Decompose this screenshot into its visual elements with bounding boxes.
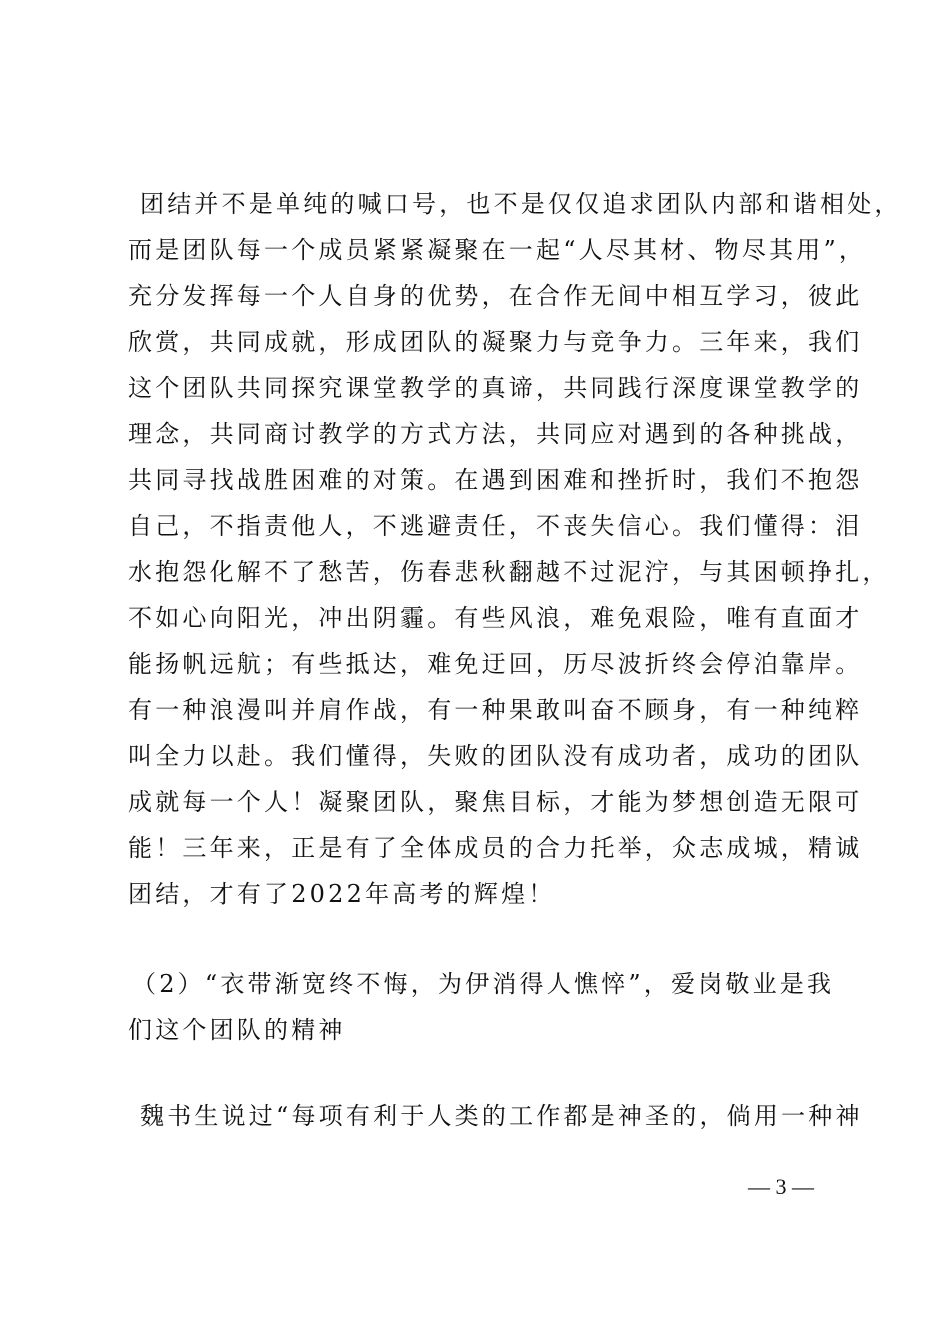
paragraph-1-line-15: 能！三年来，正是有了全体成员的合力托举，众志成城，精诚: [128, 834, 863, 862]
paragraph-1-line-8: 自己，不指责他人，不逃避责任，不丧失信心。我们懂得：泪: [128, 512, 863, 540]
paragraph-1-line-14: 成就每一个人！凝聚团队，聚焦目标，才能为梦想创造无限可: [128, 788, 863, 816]
paragraph-1-line-6: 理念，共同商讨教学的方式方法，共同应对遇到的各种挑战，: [128, 420, 863, 448]
paragraph-1-line-16: 团结，才有了2022年高考的辉煌！: [128, 880, 556, 908]
paragraph-1-line-2: 而是团队每一个成员紧紧凝聚在一起“人尽其材、物尽其用”，: [128, 236, 867, 264]
paragraph-1-line-12: 有一种浪漫叫并肩作战，有一种果敢叫奋不顾身，有一种纯粹: [128, 696, 863, 724]
paragraph-1-line-13: 叫全力以赴。我们懂得，失败的团队没有成功者，成功的团队: [128, 742, 863, 770]
page-number: — 3 —: [748, 1174, 814, 1199]
paragraph-1-line-11: 能扬帆远航；有些抵达，难免迂回，历尽波折终会停泊靠岸。: [128, 650, 863, 678]
paragraph-1-line-1: 团结并不是单纯的喊口号，也不是仅仅追求团队内部和谐相处，: [140, 190, 902, 218]
paragraph-1-line-3: 充分发挥每一个人自身的优势，在合作无间中相互学习，彼此: [128, 282, 863, 310]
paragraph-1-line-4: 欣赏，共同成就，形成团队的凝聚力与竞争力。三年来，我们: [128, 328, 863, 356]
paragraph-1-line-7: 共同寻找战胜困难的对策。在遇到困难和挫折时，我们不抱怨: [128, 466, 863, 494]
paragraph-1-line-10: 不如心向阳光，冲出阴霾。有些风浪，难免艰险，唯有直面才: [128, 604, 863, 632]
paragraph-1-line-9: 水抱怨化解不了愁苦，伤春悲秋翻越不过泥泞，与其困顿挣扎，: [128, 558, 890, 586]
section-heading-line-1: （2）“衣带渐宽终不悔，为伊消得人憔悴”，爱岗敬业是我: [132, 970, 835, 998]
paragraph-1-line-5: 这个团队共同探究课堂教学的真谛，共同践行深度课堂教学的: [128, 374, 863, 402]
section-heading-line-2: 们这个团队的精神: [128, 1016, 346, 1044]
paragraph-2-line-1: 魏书生说过“每项有利于人类的工作都是神圣的，倘用一种神: [140, 1102, 863, 1130]
